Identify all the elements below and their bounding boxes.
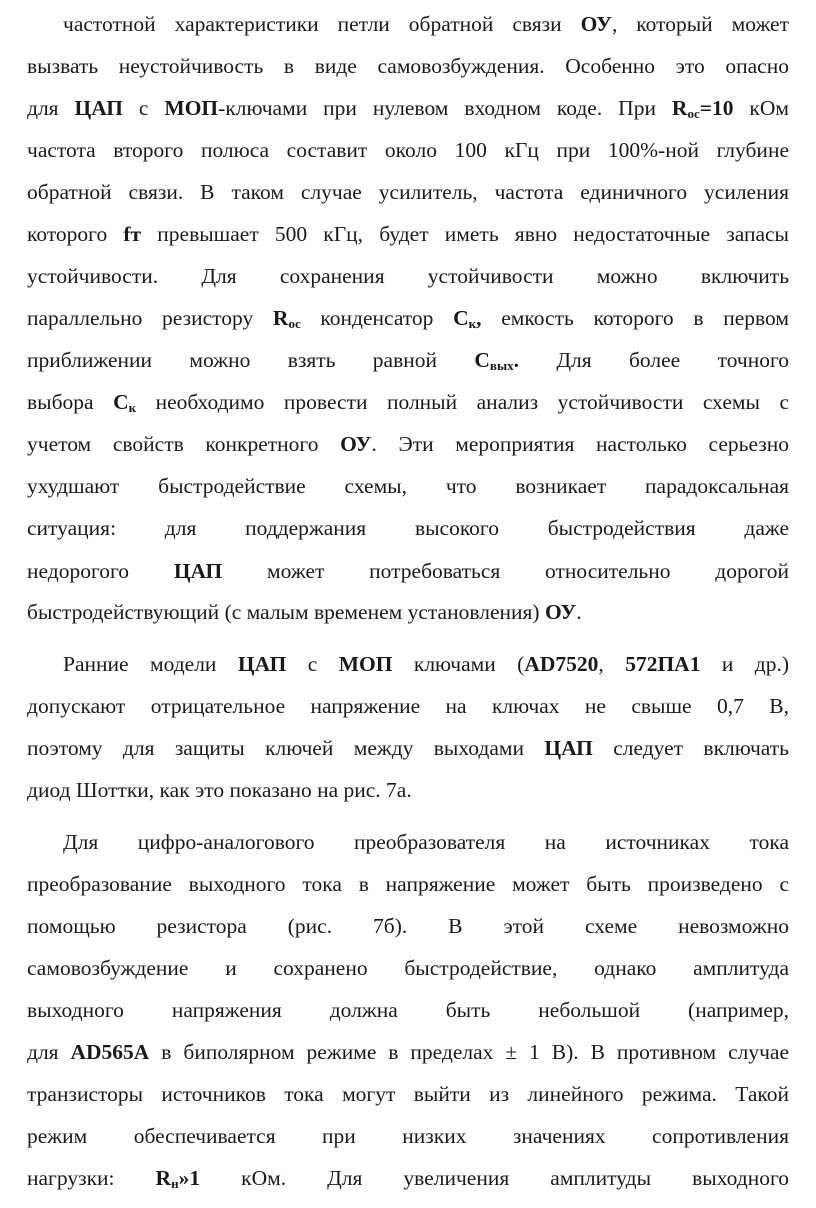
text-run: , который может — [611, 12, 789, 36]
text-run: вызвать неустойчивость в виде самовозбуждения. Особенно это опасно — [27, 54, 789, 78]
bold-text: R — [671, 96, 688, 120]
text-run: с — [286, 652, 339, 676]
text-line — [27, 381, 789, 423]
text-run: недорогого — [27, 559, 174, 583]
text-line — [63, 821, 789, 863]
text-run: устойчивости. Для сохранения устойчивости можно включить — [27, 264, 789, 288]
text-run: Для цифро-аналогового преобразователя на источниках тока — [63, 830, 789, 854]
text-run: ухудшают быстродействие схемы, что возникает парадоксальная — [27, 474, 789, 498]
bold-text: R — [155, 1166, 172, 1190]
text-line — [27, 129, 789, 171]
text-line — [27, 423, 789, 465]
subscript-text: н — [171, 1176, 179, 1191]
bold-text: ОУ — [340, 432, 372, 456]
text-line — [63, 3, 789, 45]
bold-text: , — [476, 306, 482, 330]
text-run: превышает 500 кГц, будет иметь явно недостаточные запасы — [141, 222, 790, 246]
text-run: диод Шоттки, как это показано на рис. 7а. — [27, 778, 412, 802]
text-run: для — [27, 96, 75, 120]
text-run: параллельно резистору — [27, 306, 273, 330]
bold-text: С — [474, 348, 490, 372]
bold-text: AD7520 — [524, 652, 599, 676]
text-line — [27, 947, 789, 989]
bold-text: 572ПА1 — [625, 652, 701, 676]
text-run: и др.) — [700, 652, 790, 676]
subscript-text: к — [128, 400, 137, 415]
subscript-text: ос — [288, 316, 301, 331]
text-run: с — [122, 96, 165, 120]
text-line — [27, 45, 789, 87]
text-run: помощью резистора (рис. 7б). В этой схеме невозможно — [27, 914, 789, 938]
text-run: следует включать — [592, 736, 789, 760]
text-line — [27, 1031, 789, 1073]
text-run: выбора — [27, 390, 114, 414]
text-line — [27, 863, 789, 905]
text-run: самовозбуждение и сохранено быстродействие, однако амплитуда — [27, 956, 789, 980]
text-line — [27, 905, 789, 947]
bold-text: МОП — [338, 652, 393, 676]
text-line — [27, 87, 789, 129]
subscript-text: вых — [489, 358, 514, 373]
bold-text: ЦАП — [237, 652, 287, 676]
bold-text: ЦАП — [74, 96, 123, 120]
text-run: приближении можно взять равной — [27, 348, 475, 372]
text-run: в биполярном режиме в пределах ± 1 В). В противном случае — [149, 1040, 789, 1064]
text-run: поэтому для защиты ключей между выходами — [27, 736, 545, 760]
text-line — [27, 591, 789, 633]
text-run: ключами ( — [392, 652, 525, 676]
text-run: , — [598, 652, 626, 676]
text-run: обратной связи. В таком случае усилитель, частота единичного усиления — [27, 180, 789, 204]
text-line — [27, 769, 789, 811]
text-line — [27, 255, 789, 297]
text-run: преобразование выходного тока в напряжение может быть произведено с — [27, 872, 789, 896]
text-line — [27, 1157, 789, 1199]
bold-text: R — [272, 306, 289, 330]
text-run: емкость которого в первом — [481, 306, 789, 330]
text-run: которого — [27, 222, 124, 246]
text-line — [27, 339, 789, 381]
text-run: ситуация: для поддержания высокого быстродействия даже — [27, 516, 789, 540]
text-line — [27, 550, 789, 592]
text-run: может потребоваться относительно дорогой — [222, 559, 789, 583]
text-run: частотной характеристики петли обратной связи — [63, 12, 581, 36]
bold-text: С — [453, 306, 469, 330]
text-run: кОм. Для увеличения амплитуды выходного — [200, 1166, 789, 1190]
text-line — [27, 213, 789, 255]
subscript-text: ос — [687, 106, 700, 121]
text-line — [27, 685, 789, 727]
text-run: . — [576, 600, 582, 624]
text-line — [27, 989, 789, 1031]
bold-text: ОУ — [544, 600, 577, 624]
text-run: -ключами при нулевом входном коде. При — [218, 96, 672, 120]
text-run: быстродействующий (с малым временем установления) — [27, 600, 545, 624]
text-line — [27, 297, 789, 339]
text-run: для — [27, 1040, 71, 1064]
text-run: допускают отрицательное напряжение на ключах не свыше 0,7 В, — [27, 694, 789, 718]
text-run: конденсатор — [300, 306, 454, 330]
bold-text: ЦАП — [544, 736, 593, 760]
bold-text: ОУ — [580, 12, 612, 36]
text-line — [27, 1073, 789, 1115]
bold-text: AD565A — [70, 1040, 150, 1064]
text-line — [27, 507, 789, 549]
text-run: частота второго полюса составит около 100 кГц при 100%-ной глубине — [27, 138, 789, 162]
text-run: кОм — [733, 96, 790, 120]
bold-text: =10 — [699, 96, 734, 120]
text-run: необходимо провести полный анализ устойчивости схемы с — [136, 390, 789, 414]
text-run: учетом свойств конкретного — [27, 432, 341, 456]
text-line — [27, 171, 789, 213]
text-run: режим обеспечивается при низких значениях сопротивления — [27, 1124, 789, 1148]
bold-text: С — [113, 390, 129, 414]
text-line — [27, 727, 789, 769]
bold-text: fт — [123, 222, 142, 246]
bold-text: МОП — [164, 96, 219, 120]
bold-text: ЦАП — [173, 559, 223, 583]
bold-text: »1 — [178, 1166, 201, 1190]
bold-text: . — [513, 348, 519, 372]
text-run: Для более точного — [518, 348, 789, 372]
text-run: транзисторы источников тока могут выйти из линейного режима. Такой — [27, 1082, 789, 1106]
subscript-text: к — [468, 316, 477, 331]
text-run: Ранние модели — [63, 652, 238, 676]
text-line — [27, 1115, 789, 1157]
text-line — [63, 643, 789, 685]
text-run: . Эти мероприятия настолько серьезно — [371, 432, 789, 456]
text-line — [27, 465, 789, 507]
text-run: выходного напряжения должна быть небольшой (например, — [27, 998, 789, 1022]
text-run: нагрузки: — [27, 1166, 156, 1190]
